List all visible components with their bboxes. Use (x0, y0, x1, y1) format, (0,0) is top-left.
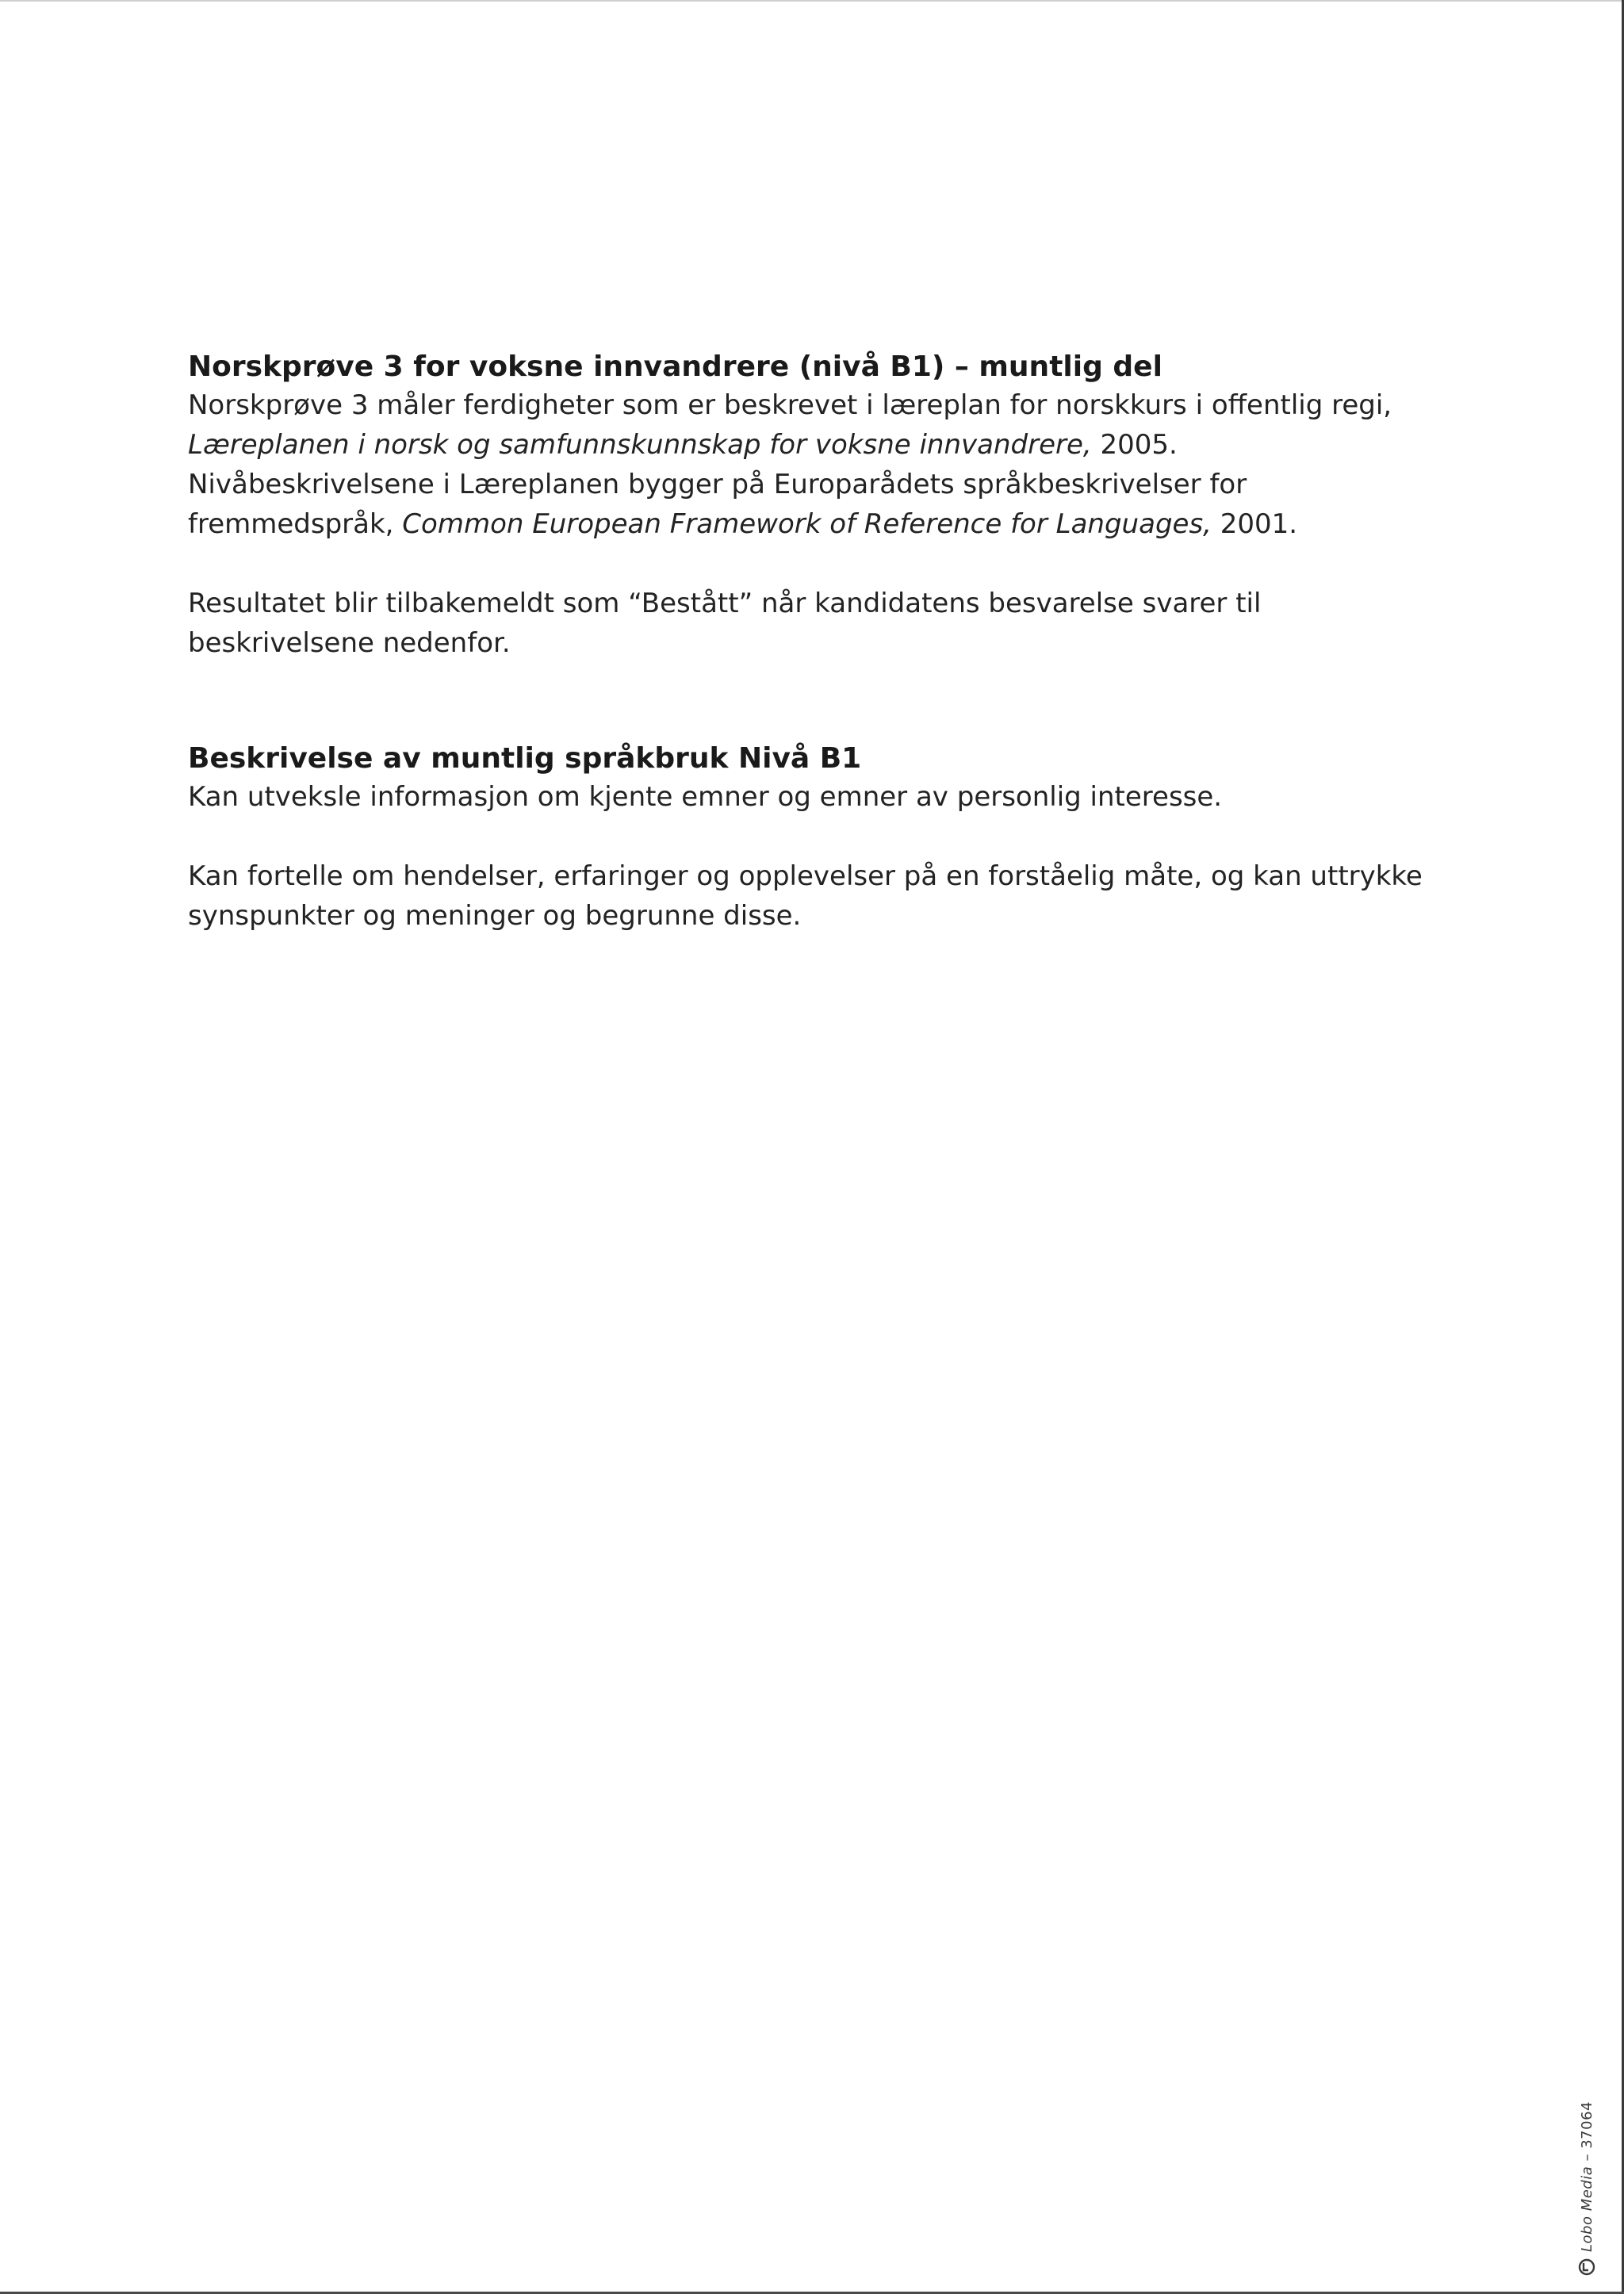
publisher-mark (1578, 2101, 1595, 2276)
scan-edge-top (0, 0, 1624, 2)
intro-text-1: Norskprøve 3 måler ferdigheter som er beskrevet i læreplan for norskkurs i offentlig regi, (188, 389, 1392, 421)
section-title-test: Norskprøve 3 for voksne innvandrere (nivå B1) – muntlig del (188, 350, 1162, 383)
section-test-description (188, 349, 1425, 663)
intro-text-3: 2005. Nivåbeskrivelsene i Læreplanen bygger på Europarådets språkbeskrivelser for fremmedspråk, (188, 429, 1247, 540)
curriculum-title: Læreplanen i norsk og samfunnskunnskap for voksne innvandrere, (188, 429, 1092, 461)
section-title-language-use: Beskrivelse av muntlig språkbruk Nivå B1 (188, 742, 862, 775)
result-paragraph: Resultatet blir tilbakemeldt som “Bestått” når kandidatens besvarelse svarer til beskrivelsene nedenfor. (188, 588, 1262, 659)
section-language-use (188, 741, 1425, 936)
lobo-media-logo-icon (1578, 2258, 1595, 2276)
publisher-text: Lobo Media – 37064 (1578, 2101, 1595, 2252)
intro-text-5: 2001. (1211, 508, 1298, 540)
description-paragraph-1: Kan utveksle informasjon om kjente emner og emner av personlig interesse. (188, 781, 1223, 813)
cefr-title: Common European Framework of Reference for Languages, (402, 508, 1212, 540)
description-paragraph-2: Kan fortelle om hendelser, erfaringer og opplevelser på en forståelig måte, og kan uttrykke synspunkter og meninger og begrunne disse. (188, 860, 1423, 932)
intro-paragraph (188, 385, 1425, 544)
document-content (188, 349, 1425, 936)
